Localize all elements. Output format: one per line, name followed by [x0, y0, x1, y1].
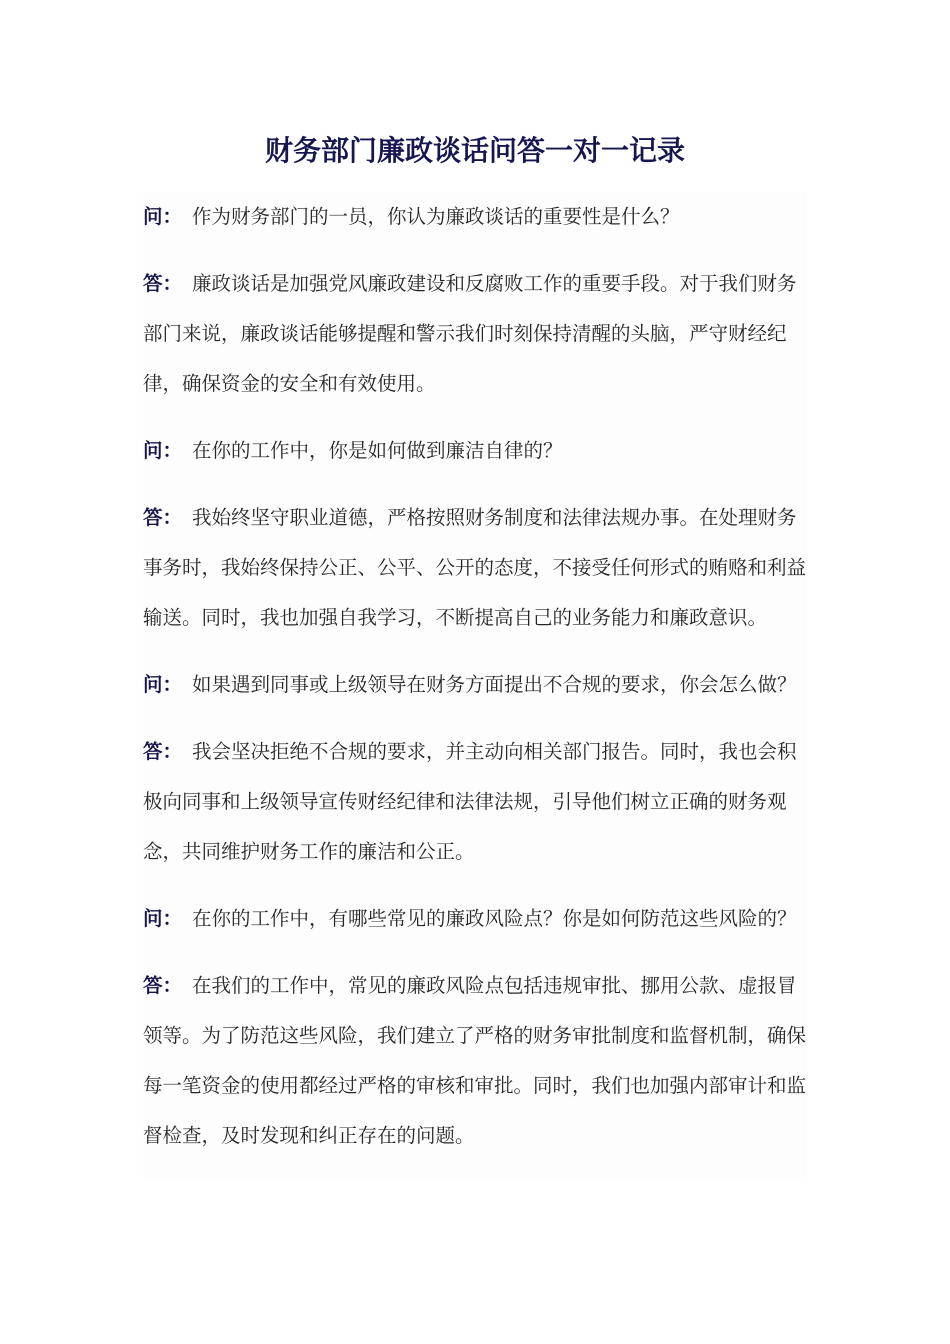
answer-label: 答：	[143, 974, 183, 997]
question-label: 问：	[143, 205, 183, 228]
question-text: 如果遇到同事或上级领导在财务方面提出不合规的要求，你会怎么做？	[192, 673, 797, 696]
answer-label: 答：	[143, 740, 183, 763]
answer-text: 我会坚决拒绝不合规的要求，并主动向相关部门报告。同时，我也会积极向同事和上级领导宣传财经纪律和法律法规，引导他们树立正确的财务观念，共同维护财务工作的廉洁和公正。	[143, 740, 797, 863]
document-title: 财务部门廉政谈话问答一对一记录	[264, 134, 685, 167]
question-2	[143, 426, 807, 476]
qa-content	[143, 192, 807, 1178]
answer-2	[143, 493, 807, 643]
answer-label: 答：	[143, 272, 183, 295]
answer-1	[143, 259, 807, 409]
question-label: 问：	[143, 673, 183, 696]
question-text: 在你的工作中，你是如何做到廉洁自律的？	[192, 439, 563, 462]
answer-text: 廉政谈话是加强党风廉政建设和反腐败工作的重要手段。对于我们财务部门来说，廉政谈话能够提醒和警示我们时刻保持清醒的头脑，严守财经纪律，确保资金的安全和有效使用。	[143, 272, 797, 395]
question-1	[143, 192, 807, 242]
answer-text: 我始终坚守职业道德，严格按照财务制度和法律法规办事。在处理财务事务时，我始终保持公正、公平、公开的态度，不接受任何形式的贿赂和利益输送。同时，我也加强自我学习，不断提高自己的业务能力和廉政意识。	[143, 506, 807, 629]
question-label: 问：	[143, 439, 183, 462]
question-4	[143, 894, 807, 944]
answer-text: 在我们的工作中，常见的廉政风险点包括违规审批、挪用公款、虚报冒领等。为了防范这些风险，我们建立了严格的财务审批制度和监督机制，确保每一笔资金的使用都经过严格的审核和审批。同时，我们也加强内部审计和监督检查，及时发现和纠正存在的问题。	[143, 974, 807, 1147]
question-3	[143, 660, 807, 710]
answer-label: 答：	[143, 506, 183, 529]
answer-4	[143, 961, 807, 1161]
question-label: 问：	[143, 907, 183, 930]
question-text: 在你的工作中，有哪些常见的廉政风险点？你是如何防范这些风险的？	[192, 907, 797, 930]
question-text: 作为财务部门的一员，你认为廉政谈话的重要性是什么？	[192, 205, 680, 228]
answer-3	[143, 727, 807, 877]
